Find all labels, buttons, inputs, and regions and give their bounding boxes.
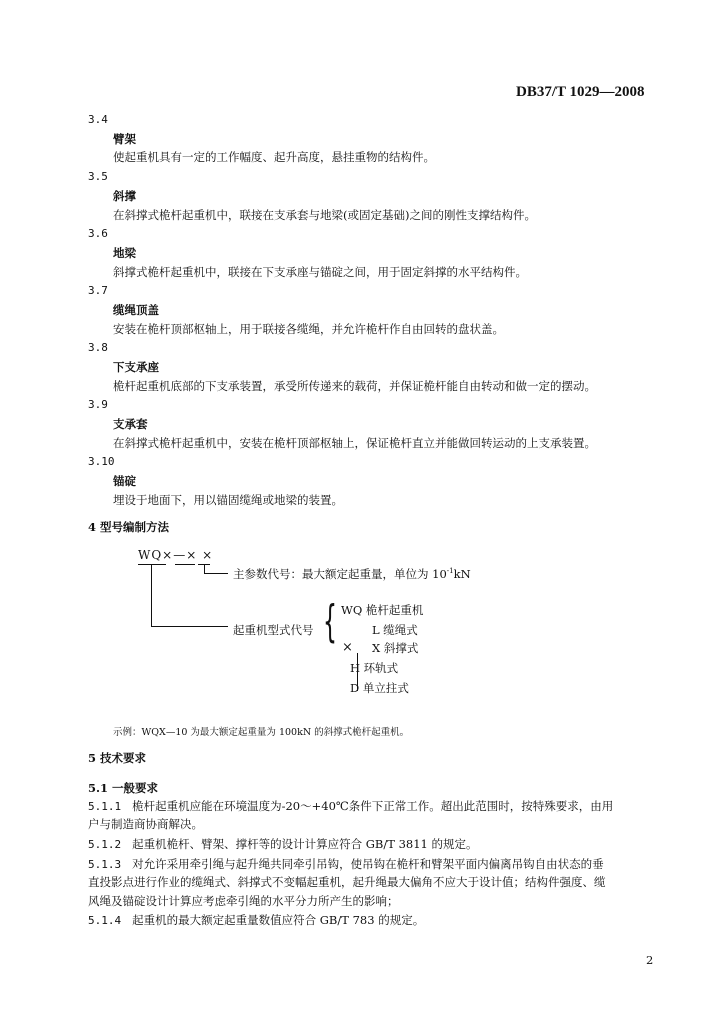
type-wq: WQ 桅杆起重机 [341,603,424,617]
term-description: 在斜撑式桅杆起重机中，安装在桅杆顶部枢轴上，保证桅杆直立并能做回转运动的上支承装置。 [113,436,596,450]
term-title: 下支承座 [113,360,159,374]
type-h: H 环轨式 [350,661,399,675]
document-code: DB37/T 1029—2008 [516,84,645,100]
type-x: X 斜撑式 [372,641,419,655]
term-title: 缆绳顶盖 [113,303,159,317]
clause-number: 3.8 [88,341,108,354]
clause-number: 3.9 [88,398,108,411]
clause-number: 3.10 [88,455,115,468]
brace-icon: { [323,596,337,647]
requirement-continuation: 户与制造商协商解决。 [88,817,203,831]
requirement-continuation: 风绳及锚碇设计计算应考虑牵引绳的水平分力所产生的影响； [88,894,399,908]
section-5-1-title: 5.1 一般要求 [88,781,159,795]
clause-number: 3.4 [88,113,108,126]
requirement-item: 5.1.2 起重机桅杆、臂架、撑杆等的设计计算应符合 GB/T 3811 的规定。 [88,837,478,851]
term-title: 臂架 [113,132,136,146]
model-code: WQ×—× × [138,548,214,562]
term-description: 安装在桅杆顶部枢轴上，用于联接各缆绳，并允许桅杆作自由回转的盘状盖。 [113,322,504,336]
type-d: D 单立拄式 [350,681,409,695]
type-x-mark: × [342,640,353,655]
example-note: 示例：WQX—10 为最大额定起重量为 100kN 的斜撑式桅杆起重机。 [113,727,410,738]
term-title: 锚碇 [113,474,136,488]
requirement-item: 5.1.4 起重机的最大额定起重量数值应符合 GB/T 783 的规定。 [88,913,425,927]
term-description: 使起重机具有一定的工作幅度、起升高度，悬挂重物的结构件。 [113,150,435,164]
type-code-label: 起重机型式代号 [233,623,314,637]
main-parameter-label: 主参数代号：最大额定起重量，单位为 $10^{-1}kN$ [233,567,471,581]
requirement-continuation: 直投影点进行作业的缆绳式、斜撑式不变幅起重机，起升绳最大偏角不应大于设计值；结构件强度、缆 [88,875,606,889]
clause-number: 3.6 [88,227,108,240]
term-title: 斜撑 [113,189,136,203]
clause-number: 3.5 [88,170,108,183]
requirement-item: 5.1.3 对允许采用牵引绳与起升绳共同牵引吊钩，使吊钩在桅杆和臂架平面内偏离吊钩自由状态的垂 [88,857,604,871]
page-number: 2 [646,953,654,967]
term-description: 埋设于地面下，用以锚固缆绳或地梁的装置。 [113,493,343,507]
term-description: 斜撑式桅杆起重机中，联接在下支承座与锚碇之间，用于固定斜撑的水平结构件。 [113,265,527,279]
clause-number: 3.7 [88,284,108,297]
type-l: L 缆绳式 [372,623,418,637]
term-title: 地梁 [113,246,136,260]
section-5-title: 5 技术要求 [88,751,147,765]
requirement-item: 5.1.1 桅杆起重机应能在环境温度为-20～+40℃条件下正常工作。超出此范围时，按特殊要求，由用 [88,799,614,813]
section-4-title: 4 型号编制方法 [88,520,170,534]
term-description: 在斜撑式桅杆起重机中，联接在支承套与地梁(或固定基础)之间的刚性支撑结构件。 [113,208,536,222]
term-title: 支承套 [113,417,148,431]
term-description: 桅杆起重机底部的下支承装置，承受所传递来的载荷，并保证桅杆能自由转动和做一定的摆动。 [113,379,596,393]
